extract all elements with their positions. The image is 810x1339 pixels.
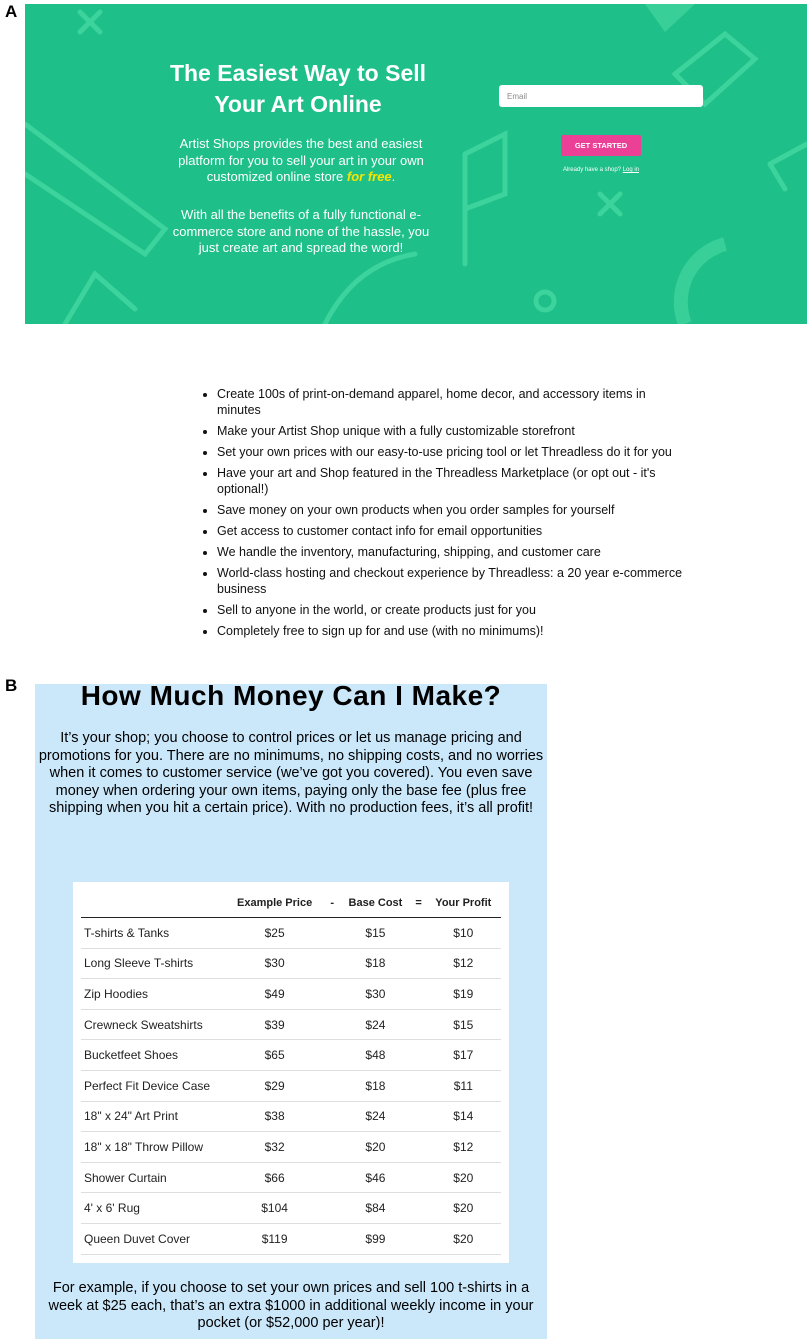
table-row [81, 1162, 501, 1193]
hero-title: The Easiest Way to Sell Your Art Online [169, 60, 427, 117]
table-row [81, 1132, 501, 1163]
hero-description-text: Artist Shops provides the best and easiest platform for you to sell your art in your own customized online store [178, 136, 424, 184]
table-row [81, 979, 501, 1010]
decor-circle-shape [536, 292, 554, 310]
spacer-cell [325, 1070, 339, 1101]
profit-cell: $20 [426, 1162, 501, 1193]
hero-description-end: . [391, 169, 396, 184]
decor-triangle-shape [65, 274, 135, 324]
item-name-cell: 4' x 6' Rug [81, 1193, 224, 1224]
profit-cell: $15 [426, 1009, 501, 1040]
hero-description [161, 136, 441, 186]
table-row [81, 1223, 501, 1254]
spacer-cell [412, 1070, 426, 1101]
price-cell: $30 [224, 948, 325, 979]
benefits-section [25, 324, 807, 654]
cost-cell: $20 [339, 1132, 411, 1163]
hero-description-highlight: for free [346, 169, 392, 184]
cost-cell: $15 [339, 918, 411, 949]
cost-cell: $48 [339, 1040, 411, 1071]
profit-cell: $12 [426, 948, 501, 979]
spacer-cell [325, 1040, 339, 1071]
item-name-cell: Crewneck Sweatshirts [81, 1009, 224, 1040]
spacer-cell [412, 948, 426, 979]
spacer-cell [325, 948, 339, 979]
cost-cell: $30 [339, 979, 411, 1010]
login-prompt-text: Already have a shop? [562, 167, 621, 173]
header-item [81, 889, 224, 918]
spacer-cell [412, 1162, 426, 1193]
profit-cell: $20 [426, 1193, 501, 1224]
item-name-cell: Long Sleeve T-shirts [81, 948, 224, 979]
spacer-cell [325, 1162, 339, 1193]
list-item: • Save money on your own products when you order samples for yourself [217, 502, 687, 518]
price-cell: $38 [224, 1101, 325, 1132]
spacer-cell [325, 1193, 339, 1224]
decor-crescent-shape [681, 244, 725, 324]
spacer-cell [325, 1009, 339, 1040]
login-link[interactable]: Log in [622, 167, 640, 173]
pricing-table-card [73, 882, 509, 1263]
spacer-cell [412, 1223, 426, 1254]
list-item: • Get access to customer contact info for email opportunities [217, 523, 687, 539]
panel-label-b: B [5, 676, 18, 695]
cost-cell: $84 [339, 1193, 411, 1224]
spacer-cell [412, 1193, 426, 1224]
header-base-cost: Base Cost [339, 889, 411, 918]
get-started-button[interactable]: GET STARTED [561, 135, 641, 156]
spacer-cell [325, 979, 339, 1010]
price-cell: $65 [224, 1040, 325, 1071]
decor-x-shape [80, 12, 100, 32]
benefits-list [202, 386, 687, 644]
cost-cell: $99 [339, 1223, 411, 1254]
price-cell: $49 [224, 979, 325, 1010]
profit-cell: $11 [426, 1070, 501, 1101]
hero-banner [25, 4, 807, 324]
price-cell: $66 [224, 1162, 325, 1193]
pricing-title: How Much Money Can I Make? [80, 680, 502, 711]
item-name-cell: Queen Duvet Cover [81, 1223, 224, 1254]
list-item: • Sell to anyone in the world, or create products just for you [217, 602, 687, 618]
cost-cell: $18 [339, 1070, 411, 1101]
pricing-intro: It’s your shop; you choose to control prices or let us manage pricing and promotions for you. There are no minimums, no shipping costs, and no worries when it comes to customer service (we’ve got you covered). You even save money when ordering your own items, paying only the base fee (plus free shipping when you hit a certain price). With no production fees, it’s all profit! [38, 730, 544, 817]
list-item: • Have your art and Shop featured in the Threadless Marketplace (or opt out - it's optional!) [217, 465, 687, 497]
list-item: • Create 100s of print-on-demand apparel, home decor, and accessory items in minutes [217, 386, 687, 418]
profit-cell: $20 [426, 1223, 501, 1254]
profit-cell: $10 [426, 918, 501, 949]
profit-cell: $12 [426, 1132, 501, 1163]
spacer-cell [412, 1101, 426, 1132]
spacer-cell [325, 1101, 339, 1132]
spacer-cell [412, 1040, 426, 1071]
hero-description-secondary: With all the benefits of a fully functional e-commerce store and none of the hassle, you just create art and spread the word! [172, 207, 430, 255]
cost-cell: $24 [339, 1009, 411, 1040]
price-cell: $39 [224, 1009, 325, 1040]
list-item: • Set your own prices with our easy-to-use pricing tool or let Threadless do it for you [217, 444, 687, 460]
price-cell: $29 [224, 1070, 325, 1101]
list-item: • Completely free to sign up for and use (with no minimums)! [217, 623, 687, 639]
table-row [81, 948, 501, 979]
spacer-cell [325, 1132, 339, 1163]
price-cell: $104 [224, 1193, 325, 1224]
cost-cell: $46 [339, 1162, 411, 1193]
item-name-cell: 18" x 18" Throw Pillow [81, 1132, 224, 1163]
decor-arc-shape [325, 254, 415, 324]
table-header-row [81, 889, 501, 918]
pricing-table [81, 889, 501, 1255]
spacer-cell [412, 1132, 426, 1163]
decor-triangle-shape [645, 4, 695, 32]
spacer-cell [325, 918, 339, 949]
cost-cell: $18 [339, 948, 411, 979]
item-name-cell: Perfect Fit Device Case [81, 1070, 224, 1101]
list-item: • Make your Artist Shop unique with a fully customizable storefront [217, 423, 687, 439]
panel-label-a: A [5, 2, 18, 21]
list-item: • We handle the inventory, manufacturing, shipping, and customer care [217, 544, 687, 560]
price-cell: $32 [224, 1132, 325, 1163]
price-cell: $119 [224, 1223, 325, 1254]
decor-flag-shape [770, 144, 807, 189]
spacer-cell [412, 979, 426, 1010]
item-name-cell: 18" x 24" Art Print [81, 1101, 224, 1132]
table-row [81, 1193, 501, 1224]
spacer-cell [412, 918, 426, 949]
login-prompt [531, 167, 671, 173]
header-minus: - [325, 889, 339, 918]
table-row [81, 1040, 501, 1071]
table-row [81, 918, 501, 949]
item-name-cell: T-shirts & Tanks [81, 918, 224, 949]
pricing-section [35, 680, 547, 1339]
decor-pencil-shape [25, 124, 165, 254]
spacer-cell [325, 1223, 339, 1254]
decor-x-shape [600, 194, 620, 214]
cost-cell: $24 [339, 1101, 411, 1132]
header-example-price: Example Price [224, 889, 325, 918]
item-name-cell: Shower Curtain [81, 1162, 224, 1193]
item-name-cell: Bucketfeet Shoes [81, 1040, 224, 1071]
decor-flag-shape [465, 134, 505, 264]
profit-cell: $17 [426, 1040, 501, 1071]
list-item: • World-class hosting and checkout experience by Threadless: a 20 year e-commerce business [217, 565, 687, 597]
item-name-cell: Zip Hoodies [81, 979, 224, 1010]
table-row [81, 1070, 501, 1101]
pricing-example: For example, if you choose to set your own prices and sell 100 t-shirts in a week at $25 each, that’s an extra $1000 in additional weekly income in your pocket (or $52,000 per year)! [48, 1280, 534, 1332]
profit-cell: $14 [426, 1101, 501, 1132]
email-input[interactable] [499, 85, 703, 107]
price-cell: $25 [224, 918, 325, 949]
table-row [81, 1101, 501, 1132]
spacer-cell [412, 1009, 426, 1040]
header-your-profit: Your Profit [426, 889, 501, 918]
table-row [81, 1009, 501, 1040]
profit-cell: $19 [426, 979, 501, 1010]
header-equals: = [412, 889, 426, 918]
